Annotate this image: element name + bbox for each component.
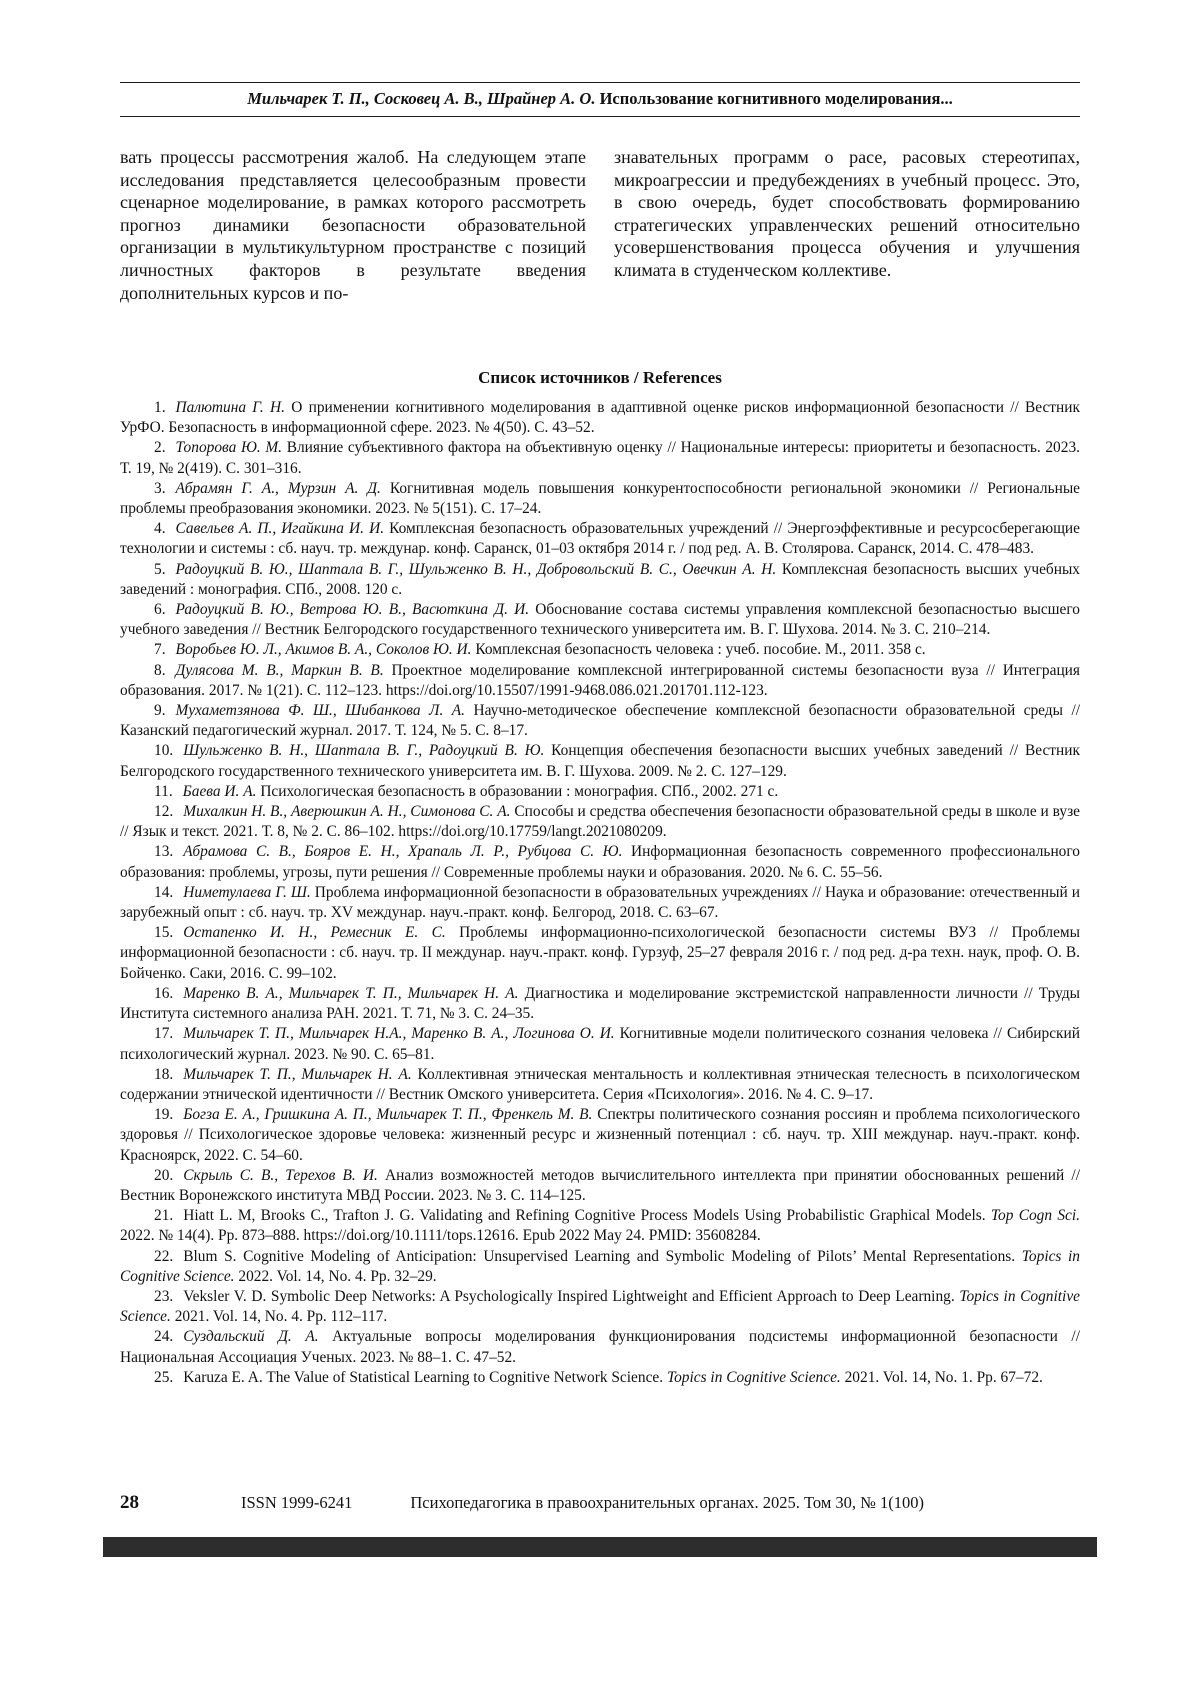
- reference-authors-or-journal: Радоуцкий В. Ю., Шаптала В. Г., Шульженко В. Н., Добровольский В. С., Овечкин А. Н.: [175, 560, 777, 578]
- header-title: Использование когнитивного моделирования...: [599, 89, 953, 108]
- reference-item: [120, 782, 1080, 802]
- reference-text: О применении когнитивного моделирования в адаптивной оценке рисков информационной безопасности // Вестник УрФО. Безопасность в информационной сфере. 2023. № 4(50). С. 43–52.: [120, 399, 1080, 437]
- reference-number: 23.: [154, 1287, 174, 1305]
- reference-number: 12.: [154, 803, 174, 821]
- reference-item: [120, 1327, 1080, 1367]
- reference-item: [120, 802, 1080, 842]
- reference-text: 2022. Vol. 14, No. 4. Pp. 32–29.: [234, 1267, 437, 1285]
- reference-number: 15.: [154, 924, 174, 942]
- reference-number: 13.: [154, 843, 174, 861]
- reference-item: [120, 1024, 1080, 1064]
- reference-item: [120, 984, 1080, 1024]
- reference-authors-or-journal: Мильчарек Т. П., Мильчарек Н.А., Маренко В. А., Логинова О. И.: [183, 1025, 615, 1043]
- reference-text: Коллективная этническая ментальность и коллективная этническая телесность в психологическом содержании этнической идентичности // Вестник Омского университета. Серия «Психология». 2016. № 4. С. 9–17.: [120, 1065, 1081, 1103]
- reference-item: [120, 1368, 1080, 1388]
- reference-item: [120, 600, 1080, 640]
- reference-item: [120, 701, 1080, 741]
- reference-text: Комплексная безопасность высших учебных заведений : монография. СПб., 2008. 120 с.: [120, 560, 1080, 598]
- reference-text: Спектры политического сознания россиян и проблема психологического здоровья // Психологическое здоровье человека: жизненный ресурс и жизненный потенциал : сб. науч. тр. XIII междунар. науч.-практ. конф. Красноярск, 2022. С. 54–60.: [120, 1106, 1081, 1164]
- reference-item: [120, 1247, 1080, 1287]
- reference-authors-or-journal: Баева И. А.: [182, 782, 257, 800]
- intro-left-column: вать процессы рассмотрения жалоб. На следующем этапе исследования представляется целесообразным провести сценарное моделирование, в рамках которого рассмотреть прогноз динамики безопасности образовательной организации в мультикультурном пространстве с позиций личностных факторов в результате введения дополнительных курсов и по-: [120, 147, 586, 303]
- references-heading: Список источников / References: [478, 368, 722, 387]
- reference-number: 16.: [154, 984, 174, 1002]
- journal-title: Психопедагогика в правоохранительных органах. 2025. Том 30, № 1(100): [410, 1493, 925, 1512]
- reference-text: Обоснование состава системы управления комплексной безопасностью высшего учебного заведения // Вестник Белгородского государственного технического университета им. В. Г. Шухова. 2014. № 3. С. 210–214.: [120, 601, 1080, 639]
- reference-text: Диагностика и моделирование экстремистской направленности личности // Труды Института системного анализа РАН. 2021. Т. 71, № 3. С. 24–35.: [120, 984, 1080, 1023]
- reference-number: 5.: [154, 560, 166, 578]
- footer: [120, 1492, 1080, 1514]
- reference-text: Blum S. Cognitive Modeling of Anticipation: Unsupervised Learning and Symbolic Modeling of Pilots’ Mental Representations.: [183, 1247, 1022, 1265]
- footer-bar: [103, 1537, 1097, 1557]
- reference-number: 8.: [154, 661, 166, 679]
- reference-item: [120, 560, 1080, 600]
- reference-number: 17.: [154, 1025, 174, 1043]
- reference-number: 3.: [154, 479, 166, 497]
- reference-authors-or-journal: Суздальский Д. А.: [183, 1328, 319, 1346]
- reference-authors-or-journal: Ниметулаева Г. Ш.: [183, 883, 311, 901]
- reference-text: Комплексная безопасность человека : учеб. пособие. М., 2011. 358 с.: [471, 641, 926, 659]
- reference-number: 6.: [154, 601, 166, 619]
- reference-authors-or-journal: Мильчарек Т. П., Мильчарек Н. А.: [183, 1065, 412, 1083]
- issn-label: ISSN 1999-6241: [241, 1493, 353, 1512]
- reference-authors-or-journal: Top Cogn Sci.: [990, 1207, 1080, 1225]
- reference-text: 2022. № 14(4). Pp. 873–888. https://doi.org/10.1111/tops.12616. Epub 2022 May 24. PMID: 35608284.: [120, 1227, 761, 1245]
- reference-authors-or-journal: Мухаметзянова Ф. Ш., Шибанкова Л. А.: [175, 702, 466, 720]
- reference-authors-or-journal: Скрыль С. В., Терехов В. И.: [183, 1166, 378, 1184]
- reference-text: Влияние субъективного фактора на объективную оценку // Национальные интересы: приоритеты и безопасность. 2023. Т. 19, № 2(419). С. 301–316.: [120, 439, 1080, 477]
- reference-text: Актуальные вопросы моделирования функционирования подсистемы информационной безопасности // Национальная Ассоциация Ученых. 2023. № 88–1. С. 47–52.: [120, 1328, 1080, 1366]
- reference-authors-or-journal: Маренко В. А., Мильчарек Т. П., Мильчарек Н. А.: [183, 984, 519, 1002]
- intro-text: [120, 146, 1080, 304]
- reference-authors-or-journal: Шульженко В. Н., Шаптала В. Г., Радоуцкий В. Ю.: [183, 742, 545, 760]
- reference-item: [120, 640, 1080, 660]
- reference-number: 25.: [154, 1368, 174, 1386]
- reference-authors-or-journal: Абрамова С. В., Бояров Е. Н., Храпаль Л. Р., Рубцова С. Ю.: [183, 843, 623, 861]
- reference-item: [120, 842, 1080, 882]
- reference-authors-or-journal: Topics in Cognitive Science.: [120, 1247, 1081, 1285]
- reference-authors-or-journal: Михалкин Н. В., Аверюшкин А. Н., Симонова С. А.: [183, 803, 511, 821]
- reference-text: 2021. Vol. 14, No. 4. Pp. 112–117.: [170, 1308, 388, 1326]
- reference-text: Проектное моделирование комплексной интегрированной системы безопасности вуза // Интеграция образования. 2017. № 1(21). С. 112–123. https://doi.org/10.15507/1991-9468.086.021.201701.112-123.: [120, 661, 1080, 699]
- reference-text: Karuza E. A. The Value of Statistical Learning to Cognitive Network Science.: [183, 1368, 667, 1386]
- reference-number: 2.: [154, 439, 166, 457]
- reference-item: [120, 438, 1080, 478]
- reference-number: 7.: [154, 641, 166, 659]
- reference-authors-or-journal: Савельев А. П., Игайкина И. И.: [175, 520, 385, 538]
- reference-item: [120, 519, 1080, 559]
- reference-item: [120, 398, 1080, 438]
- reference-item: [120, 883, 1080, 923]
- reference-authors-or-journal: Topics in Cognitive Science.: [120, 1287, 1080, 1326]
- reference-number: 10.: [154, 742, 174, 760]
- reference-number: 14.: [154, 883, 174, 901]
- references-list: [120, 398, 1080, 1388]
- reference-text: Когнитивные модели политического сознания человека // Сибирский психологический журнал. 2023. № 90. С. 65–81.: [120, 1025, 1080, 1063]
- reference-authors-or-journal: Топорова Ю. М.: [175, 439, 283, 457]
- reference-item: [120, 661, 1080, 701]
- reference-text: Проблема информационной безопасности в образовательных учреждениях // Наука и образование: отечественный и зарубежный опыт : сб. науч. тр. XV междунар. науч.-практ. конф. Белгород, 2018. С. 63–67.: [120, 883, 1080, 922]
- reference-item: [120, 1287, 1080, 1327]
- reference-authors-or-journal: Остапенко И. Н., Ремесник Е. С.: [183, 924, 446, 942]
- reference-text: Анализ возможностей методов вычислительного интеллекта при принятии обоснованных решений // Вестник Воронежского института МВД России. 2023. № 3. С. 114–125.: [120, 1166, 1080, 1204]
- reference-authors-or-journal: Воробьев Ю. Л., Акимов В. А., Соколов Ю. И.: [175, 641, 472, 659]
- reference-text: Veksler V. D. Symbolic Deep Networks: A Psychologically Inspired Lightweight and Efficient Approach to Deep Learning.: [183, 1287, 960, 1305]
- reference-text: Концепция обеспечения безопасности высших учебных заведений // Вестник Белгородского государственного технического университета им. В. Г. Шухова. 2009. № 2. С. 127–129.: [120, 742, 1080, 780]
- reference-authors-or-journal: Topics in Cognitive Science.: [666, 1368, 841, 1386]
- reference-authors-or-journal: Богза Е. А., Гришкина А. П., Мильчарек Т. П., Френкель М. В.: [183, 1106, 593, 1124]
- reference-text: Проблемы информационно-психологической безопасности системы ВУЗ // Проблемы информационной безопасности : сб. науч. тр. II междунар. науч.-практ. конф. Гурзуф, 25–27 февраля 2016 г. / под ред. д-ра техн. наук, проф. О. В. Бойченко. Саки, 2016. С. 99–102.: [120, 924, 1081, 982]
- reference-authors-or-journal: Дулясова М. В., Маркин В. В.: [175, 661, 384, 679]
- reference-item: [120, 923, 1080, 984]
- reference-number: 9.: [154, 702, 166, 720]
- reference-number: 21.: [154, 1207, 174, 1225]
- reference-number: 4.: [154, 520, 166, 538]
- reference-item: [120, 1166, 1080, 1206]
- reference-authors-or-journal: Абрамян Г. А., Мурзин А. Д.: [175, 479, 381, 497]
- reference-number: 24.: [154, 1328, 174, 1346]
- reference-text: Hiatt L. M, Brooks C., Trafton J. G. Validating and Refining Cognitive Process Models Using Probabilistic Graphical Models.: [183, 1207, 991, 1225]
- page-number: 28: [120, 1492, 139, 1513]
- intro-right-column: знавательных программ о расе, расовых стереотипах, микроагрессии и предубеждениях в учебный процесс. Это, в свою очередь, будет способствовать формированию стратегических управленческих решений относительно усовершенствования процесса обучения и улучшения климата в студенческом коллективе.: [614, 147, 1080, 280]
- reference-text: 2021. Vol. 14, No. 1. Pp. 67–72.: [840, 1368, 1043, 1386]
- reference-authors-or-journal: Радоуцкий В. Ю., Ветрова Ю. В., Васюткина Д. И.: [175, 601, 530, 619]
- reference-item: [120, 1105, 1080, 1166]
- reference-number: 11.: [154, 782, 173, 800]
- reference-number: 1.: [154, 399, 166, 416]
- page-header: [120, 82, 1080, 117]
- reference-item: [120, 1065, 1080, 1105]
- reference-item: [120, 1206, 1080, 1246]
- reference-authors-or-journal: Палютина Г. Н.: [175, 399, 285, 416]
- reference-text: Когнитивная модель повышения конкурентоспособности региональной экономики // Региональные проблемы преобразования экономики. 2023. № 5(151). С. 17–24.: [120, 479, 1080, 518]
- reference-number: 22.: [154, 1247, 174, 1265]
- reference-item: [120, 741, 1080, 781]
- reference-item: [120, 479, 1080, 519]
- reference-text: Информационная безопасность современного профессионального образования: проблемы, угрозы, пути решения // Современные проблемы науки и образования. 2020. № 6. С. 55–56.: [120, 843, 1080, 881]
- reference-text: Психологическая безопасность в образовании : монография. СПб., 2002. 271 с.: [256, 782, 779, 800]
- reference-number: 19.: [154, 1106, 174, 1124]
- header-authors: Мильчарек Т. П., Сосковец А. В., Шрайнер А. О.: [247, 89, 596, 108]
- reference-number: 18.: [154, 1065, 174, 1083]
- reference-text: Научно-методическое обеспечение комплексной безопасности образовательной среды // Казанский педагогический журнал. 2017. Т. 124, № 5. С. 8–17.: [120, 702, 1080, 740]
- reference-number: 20.: [154, 1166, 174, 1184]
- reference-text: Комплексная безопасность образовательных учреждений // Энергоэффективные и ресурсосберегающие технологии и системы : сб. науч. тр. междунар. конф. Саранск, 01–03 октября 2014 г. / под ред. А. В. Столярова. Саранск, 2014. С. 478–483.: [120, 520, 1080, 558]
- reference-text: Способы и средства обеспечения безопасности образовательной среды в школе и вузе // Язык и текст. 2021. Т. 8, № 2. С. 86–102. https://doi.org/10.17759/langt.2021080209.: [120, 803, 1080, 841]
